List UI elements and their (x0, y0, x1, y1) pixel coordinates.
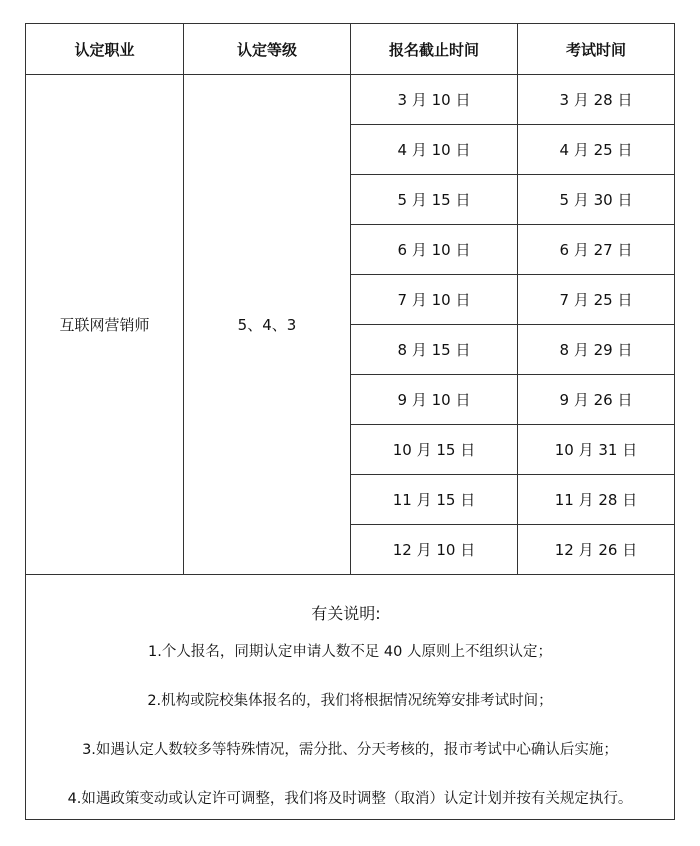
deadline-cell: 11 月 15 日 (351, 475, 518, 525)
exam-cell: 12 月 26 日 (518, 525, 675, 575)
notes-title: 有关说明: (311, 604, 381, 623)
header-deadline: 报名截止时间 (351, 24, 518, 75)
exam-cell: 5 月 30 日 (518, 175, 675, 225)
deadline-cell: 12 月 10 日 (351, 525, 518, 575)
header-row (26, 24, 675, 75)
exam-cell: 3 月 28 日 (518, 75, 675, 125)
levels-cell: 5、4、3 (184, 75, 351, 575)
deadline-cell: 4 月 10 日 (351, 125, 518, 175)
deadline-cell: 6 月 10 日 (351, 225, 518, 275)
notes-section (26, 575, 675, 820)
deadline-cell: 10 月 15 日 (351, 425, 518, 475)
exam-cell: 11 月 28 日 (518, 475, 675, 525)
exam-cell: 9 月 26 日 (518, 375, 675, 425)
deadline-cell: 8 月 15 日 (351, 325, 518, 375)
exam-cell: 4 月 25 日 (518, 125, 675, 175)
notes-row (26, 575, 675, 820)
table-row (26, 75, 675, 125)
note-item: 4.如遇政策变动或认定许可调整，我们将及时调整（取消）认定计划并按有关规定执行。 (67, 791, 633, 807)
deadline-cell: 5 月 15 日 (351, 175, 518, 225)
note-item: 3.如遇认定人数较多等特殊情况，需分批、分天考核的，报市考试中心确认后实施； (82, 742, 618, 758)
exam-cell: 6 月 27 日 (518, 225, 675, 275)
header-level: 认定等级 (184, 24, 351, 75)
note-item: 1.个人报名，同期认定申请人数不足 40 人原则上不组织认定； (147, 644, 552, 660)
deadline-cell: 7 月 10 日 (351, 275, 518, 325)
schedule-table (25, 23, 675, 820)
note-item: 2.机构或院校集体报名的，我们将根据情况统筹安排考试时间； (147, 693, 553, 709)
exam-cell: 10 月 31 日 (518, 425, 675, 475)
exam-cell: 8 月 29 日 (518, 325, 675, 375)
header-exam-time: 考试时间 (518, 24, 675, 75)
exam-cell: 7 月 25 日 (518, 275, 675, 325)
occupation-cell: 互联网营销师 (26, 75, 184, 575)
deadline-cell: 3 月 10 日 (351, 75, 518, 125)
deadline-cell: 9 月 10 日 (351, 375, 518, 425)
header-occupation: 认定职业 (26, 24, 184, 75)
